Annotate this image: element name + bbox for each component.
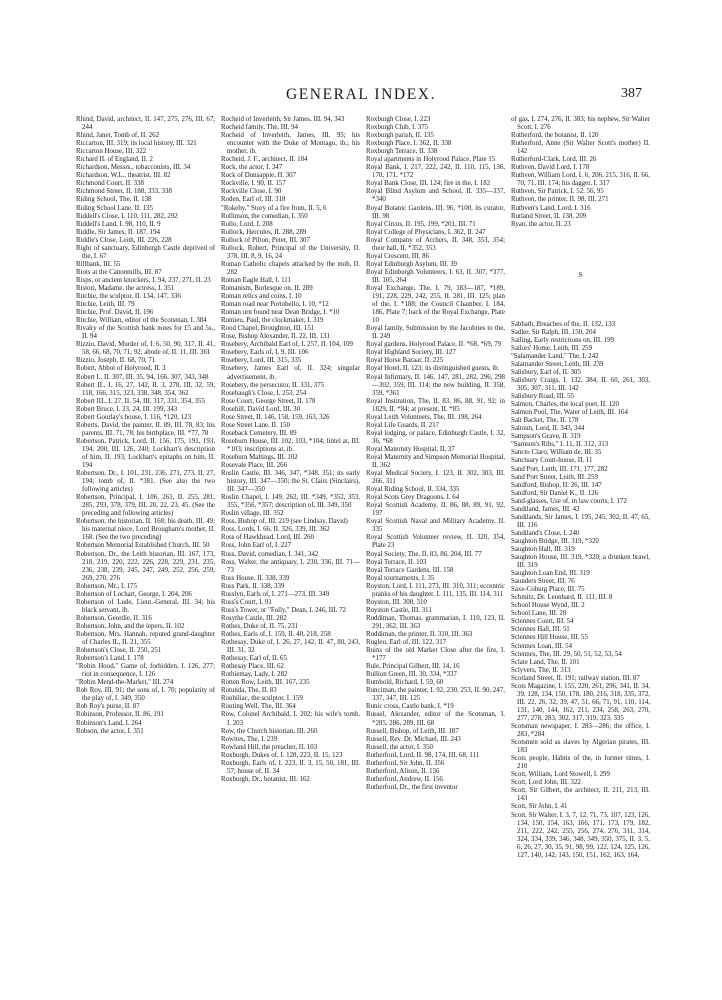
index-entry: Ryan, the actor, II. 23 [511,220,571,228]
index-entry: Rose Court, George Street, II. 178 [221,397,316,405]
index-entry: Rutherford, the botanist, II. 120 [511,132,599,140]
index-entry: Riding School Lane, II. 135 [76,204,153,212]
index-entry: Rocheid of Inverleith, James, III. 95; his encounter with the Duke of Montagu, ib.; his mother, ib. [221,132,360,156]
index-entry: Ross of Hawkhead, Lord, III. 260 [221,534,315,542]
index-entry: Ruins of the old Market Close after the fire, I. *177 [366,647,505,663]
index-column-2 [221,116,360,984]
index-entry: Ruthven, Sir Patrick, I. 52, 56, 95 [511,188,604,196]
index-entry: Ross, David, comedian, I. 341, 342 [221,550,319,558]
index-entry: Royal Blind Asylum and School, II. 335—337, *340 [366,188,505,204]
index-entry: Ritchie, Leith, III. 79 [76,301,135,309]
index-entry: Rothesay Place, III. 62 [221,663,284,671]
index-entry: Roxburgh Terrace, II. 338 [366,148,438,156]
index-entry: Ross, Lords, I. 66, II. 326, 339, III. 362 [221,526,330,534]
index-entry: Ross, Walter, the antiquary, I. 230, 336, III. 71—73 [221,558,360,574]
index-entry: Routing Well, The, III. 364 [221,703,296,711]
index-entry: Ross's Tower, or "Folly," Dean, I. 246, III. 72 [221,606,346,614]
index-entry: Rutherford, Lord, II. 98, 174, III. 68, 111 [366,751,480,759]
index-entry: Roman urn found near Dean Bridge, I. *10 [221,309,340,317]
index-entry: Rock, the actor, I. 347 [221,164,283,172]
index-columns [76,116,650,984]
index-entry: Royal Company of Archers, II. 348, 353, 354; their hall, II. *352, 353 [366,236,505,252]
index-entry: Robertson, Geordie, II. 316 [76,614,152,622]
section-letter: S [578,269,583,279]
index-entry: Riccarton, III. 319; its local history, III. 321 [76,140,197,148]
index-entry: Riding School, The, II. 138 [76,196,152,204]
index-entry: Roxburgh Place, I. 362, II. 338 [366,140,452,148]
index-entry: Scots people, Habits of the, in former times, I. 210 [511,755,650,771]
index-column-3 [366,116,505,984]
index-entry: Royal Exchange, The, I. 79, 183—187, *189, 191, 228, 229, 242, 255, II. 281, III. 125; plan of the, I. *188; the Council Chamber, I. 184, 186, Plate 7; back of the Royal Exchange, Plate 10 [366,284,505,325]
index-entry: Rock of Dunsappie, II. 307 [221,172,297,180]
index-entry: Rosebaugh's Close, I. 253, 254 [221,389,307,397]
index-entry: Robertson, John, and the lepers, II. 102 [76,622,185,630]
index-entry: Royal tournaments, I. 35 [366,574,435,582]
index-entry: Ritchie, Prof. David, II. 196 [76,309,154,317]
index-entry: Royal Highland Society, III. 127 [366,349,456,357]
index-entry: Scott, Lord John, III. 322 [511,779,581,787]
index-entry: Rizzio, David, Murder of, I. 6, 50, 90, 317, II. 41, 58, 66, 68, 70, 71, 92; abode of, II. 11, III. 361 [76,341,215,357]
index-entry: Russell, the actor, I. 350 [366,743,433,751]
index-entry: Rocheid of Inverleith, Sir James, III. 94, 343 [221,116,345,123]
index-entry: Royal Maternity Hospital, II. 37 [366,445,455,453]
index-entry: Saughton Bridge, III. 319, *320 [511,537,599,545]
index-entry: Roxburgh Close, I. 223 [366,116,431,123]
index-entry: School Lane, III. 28 [511,610,567,618]
index-entry: Royal Circus, II. 195, 199, *201, III. 71 [366,220,476,228]
index-entry: Roxburgh, Earls of, I. 223, II. 3, 15, 50, 181, III. 57; house of, II. 34 [221,759,360,775]
index-entry: Roxburgh parish, II. 135 [366,132,434,140]
index-entry: Salisbury Craigs, I. 132, 384, II. 60, 261, 303, 305, 307, 311, III. 142 [511,376,650,393]
index-entry: Ross Park, II. 338, 339 [221,582,285,590]
index-entry: Robson, the actor, I. 351 [76,727,144,735]
index-entry: Robinson's Land, I. 264 [76,719,142,727]
index-entry: Richard II. of England, II. 2 [76,156,153,164]
index-entry: Royal Bank, I. 217, 222, 242, II. 110, 115, 136, 170, 171, *172 [366,164,505,180]
index-entry: Robertson of Lochart, George, I. 204, 206 [76,590,192,598]
index-entry: Rutherford, Andrew, II. 156 [366,775,443,783]
index-entry: Right of sanctuary, Edinburgh Castle deprived of the, I. 67 [76,244,215,260]
index-entry: Roxburgh Club, I. 375 [366,124,429,132]
index-entry: Salt Backet, The, II. 178 [511,417,579,425]
index-entry: Riddell's Land, I. 98, 110, II. 9 [76,220,161,228]
index-entry: Royal Scottish Academy, II. 86, 88, 89, 91, 92, 197 [366,502,505,518]
index-entry: Rothiemay, Lady, I. 282 [221,671,288,679]
index-entry: Salmon, Charles, the local poet, II. 120 [511,401,619,409]
index-entry: Rocheid family, The, III. 94 [221,124,298,132]
index-entry: Rockville, I. 90, II. 157 [221,180,286,188]
index-entry: Royal gardens, Holyrood Palace, II. *68, *69, 79 [366,341,502,349]
index-entry: Riddell's Close, I. 110, 111, 282, 292 [76,212,178,220]
page-number: 387 [621,86,642,101]
index-entry: Rosythe Castle, III. 282 [221,614,287,622]
index-entry: Sand Port, Leith, III. 171, 177, 282 [511,465,608,473]
spacer [511,297,650,305]
index-entry: Ruthven, the printer, II. 98, III. 271 [511,196,609,204]
index-entry: Rumbold, Richard, I. 59, 60 [366,679,444,687]
index-entry: Salisbury, Earl of, II. 305 [511,368,581,376]
index-entry: Roslin Castle, III. 346, 347, *348, 351; its early history, III. 347—350; the St. Clairs (Sinclairs), III. 347—350 [221,470,360,494]
index-entry: Roman road near Portobello, I. 10, *12 [221,301,329,309]
index-entry: Roxburgh, Dukes of, I. 128, 223, II. 15, 123 [221,751,343,759]
index-entry: Royal College of Physicians, I. 362, II. 247 [366,228,486,236]
index-entry: Ruthven's Land, Lord, I. 316 [511,204,591,212]
index-entry: Richardson, Messrs., tobacconists, III. 34 [76,164,191,172]
index-entry: Roubiliac, the sculptor, I. 159 [221,695,303,703]
index-entry: Riddle's Close, Leith, III. 226, 228 [76,236,172,244]
index-entry: Robertson Memorial Established Church, III. 50 [76,542,210,550]
index-entry: Rollo, Lord, I. 208 [221,220,273,228]
index-entry: Rutland Street, II. 138, 209 [511,212,587,220]
page-title: GENERAL INDEX. [285,86,437,103]
index-entry: Saughton Hall, III. 319 [511,545,575,553]
index-entry: Robert Gourlay's house, I. 116, *120, 123 [76,413,192,421]
index-entry: Salisbury Road, III. 55 [511,393,574,401]
index-entry: Rutherford, Alison, II. 156 [366,767,440,775]
index-entry: Sabbath, Breaches of the, II. 132, 133 [511,320,616,328]
index-entry: Royal Hotel, II. 123; its distinguished guests, ib. [366,365,500,373]
index-entry: School House Wynd, III. 2 [511,602,585,610]
index-entry: Sand Port Street, Leith, III. 259 [511,473,598,481]
spacer [511,245,650,253]
index-entry: Royal Edinburgh Asylum, III. 39 [366,260,457,268]
index-entry: Scotland Street, II. 191; railway station, III. 87 [511,674,640,682]
index-entry: Royal Crescent, III. 86 [366,252,429,260]
index-entry: Robertson's Close, II. 250, 251 [76,647,162,655]
index-column-4 [511,116,650,984]
index-entry: Robertson, Dr., I. 101, 231, 236, 271, 273, II. 27, 194; tomb of, II. *381. (See also the two following articles) [76,470,215,494]
index-entry: Saltoun, Lord, II. 343, 344 [511,425,585,433]
index-entry: Russell, Rev. Dr. Michael, III. 243 [366,735,461,743]
index-entry: Rosebery, Archibald Earl of, I. 257, II. 104, 109 [221,341,353,349]
index-entry: Robertson of Lude, Lieut.-General, III. 34; his black servant, ib. [76,598,215,614]
index-entry: Risps, or ancient knockers, I. 94, 237, 271, II. 23 [76,276,211,284]
index-entry: Riccarton House, III. 322 [76,148,147,156]
index-entry: Royal Society, The, II. 83, 86, 204, III. 77 [366,550,482,558]
index-entry: Rule, Principal Gilbert, III. 14, 16 [366,663,460,671]
index-entry: Ritchie, William, editor of the Scotsman, I. 384 [76,317,207,325]
index-entry: Robertson, Mr., I. 175 [76,582,138,590]
index-entry: Scott, Sir Gilbert, the architect, II. 211, 213, III. 143 [511,787,650,803]
page-header [0,86,722,108]
index-entry: Saughton House, III. 319, *320; a drunken brawl, III. 319 [511,554,650,570]
index-entry: Royal Riding School, II. 334, 335 [366,486,460,494]
index-entry: Russell, Bishop, of Leith, III. 187 [366,727,459,735]
index-entry: Row, Colonel Archibald, I. 202; his wife's tomb, I. 203 [221,711,360,727]
index-entry: Ross's Court, I. 91 [221,598,272,606]
index-entry: Rivalry of the Scottish bank notes for £5 and 5s., II. 94 [76,325,215,341]
index-entry: Saunders Street, III. 76 [511,578,575,586]
index-entry: Ristori, Madame, the actress, I. 351 [76,284,175,292]
index-entry: Robert III., I. 27, II. 54, III. 317, 331, 354, 355 [76,397,205,405]
index-entry: Row, the Church historian, III. 260 [221,727,318,735]
index-entry: "Robin Mend-the-Market," III. 274 [76,679,174,687]
index-entry: Saxe-Coburg Place, III. 75 [511,586,585,594]
index-entry: Rollinson, the comedian, I. 350 [221,212,308,220]
index-entry: Robertson, Mrs. Hannah, reputed grand-daughter of Charles II., II. 21, 355 [76,631,215,647]
index-entry: Royal family, Submission by the Jacobites to the, II. 249 [366,325,505,341]
index-entry: Richmond Street, II. 188, 333, 338 [76,188,172,196]
index-entry: Sadler, Sir Ralph, III. 150, 204 [511,328,596,336]
index-entry: Rutherfurd-Clark, Lord, III. 26 [511,156,597,164]
index-entry: Roslin Chapel, I. 149, 262, III. *349, *352, 353, 355, *356, *357; description of, III. 349, 350 [221,494,360,510]
index-entry: Sandiland, James, III. 42 [511,505,580,513]
index-entry: Ruthven, William Lord, I. 6, 206, 215, 316, II. 66, 70, 71, III. 174; his dagger, I. 317 [511,172,650,188]
index-entry: Roman Catholic chapels attacked by the mob, II. 282 [221,260,360,276]
index-entry: Sandiland's Close, I. 240 [511,529,580,537]
index-entry: Robert II., I. 16, 27, 142, II. 3, 278, III. 32, 59, 118, 166, 315, 323, 338, 348, 354, 362 [76,381,215,397]
index-entry: Ruddiman, the printer, II. 310, III. 363 [366,631,473,638]
index-entry: Sanctuary Court-house, II. 11 [511,457,593,465]
index-entry: Scotsmen sold as slaves by Algerian pirates, III. 183 [511,739,650,755]
index-entry: Roxburgh, Dr., botanist, III. 162 [221,775,310,783]
index-entry: Sand-glasses, Use of, in law courts, I. 172 [511,497,627,505]
index-entry: Riddle, Sir James, II. 187, 194 [76,228,161,236]
index-entry: Royston Castle, III. 311 [366,606,432,614]
index-entry: Richardson, W.L., theatrist, III. 82 [76,172,171,180]
index-entry: Royal Infirmary, II. 146, 147, 281, 282, 296, 298—302, 359, III. 114; the new building, II. 358, 359, *361 [366,373,505,397]
index-entry: Sciennes Court, III. 54 [511,618,574,626]
index-entry: Riots at the Canonmills, III. 87 [76,268,162,276]
index-entry: Ross, Bishop of, III. 219 (see Lindsay, David) [221,518,348,526]
index-column-1 [76,116,215,984]
index-entry: Rillbank, III. 55 [76,260,121,268]
index-entry: Ritchie, the sculptor, II. 134, 147, 336 [76,293,181,301]
index-entry: Salmon Pool, The, Water of Leith, III. 164 [511,409,628,417]
index-entry: Sciennes Hall, III. 51 [511,626,570,634]
index-entry: Sclate Land, The, II. 101 [511,658,580,666]
index-entry: Rowland Hill, the preacher, II. 103 [221,743,318,751]
index-entry: Sciennes Hill House, III. 55 [511,634,588,642]
index-entry: Saughton Loan End, III. 319 [511,570,590,578]
index-entry: Rose Street, II. 146, 158, 159, 163, 326 [221,413,330,421]
index-entry: Royal lodging, or palace, Edinburgh Castle, I. 32, 36, *68 [366,429,505,445]
index-entry: Robertson, the historian, II. 168; his death, III. 49; his maternal niece, Lord Brougham's mother, II. 168. (See the two preceding) [76,518,215,542]
index-entry: Sandford, Bishop, II. 26, III. 147 [511,481,602,489]
index-entry: "Robin Hood," Game of, forbidden, I. 126, 277; riot in consequence, I. 126 [76,663,215,679]
index-entry: Rollock, Robert, Principal of the University, II. 378, III. 8, 9, 16, 24 [221,244,360,260]
index-entry: Sciennes Loan, III. 54 [511,642,573,650]
index-entry: Rhind, David, architect, II. 147, 275, 276, III. 67, 244 [76,116,215,132]
index-entry: Rizzio, Joseph, II. 68, 70, 71 [76,357,156,365]
index-entry: Royal Scots Grey Dragoons, I. 64 [366,494,460,502]
index-entry: Royal Maternity and Simpson Memorial Hospital, II. 362 [366,453,505,470]
index-entry: "Salamander Land," The, I. 242 [511,352,599,360]
index-entry: Sclyvers, The, II. 313 [511,666,571,674]
index-entry: Scott, Sir John, I. 41 [511,803,568,811]
index-entry: Robertson, Patrick, Lord, II. 156, 175, 191, 193, 194, 200, III. 126, 240; Lockhart's description of him, II. 193; Lockhart's epitaphs on him, II. 194 [76,437,215,470]
index-entry: Robinson, Professor, II. 86, 191 [76,711,164,719]
index-entry: Runic cross, Castle bank, I. *19 [366,703,454,711]
index-entry: Roslin village, III. 352 [221,510,284,518]
index-entry: Romanism, Burlesque on, II. 289 [221,284,313,292]
index-entry: of gas, I. 274, 276, II. 383; his nephew, Sir Walter Scott, I. 276 [511,116,650,132]
index-entry: Roberts, David, the painter, II. 89, III. 78, 83; his parents, III. 71, 78; his birthplace, III. *77, 78 [76,421,215,437]
index-entry: Rockville Close, I. 90 [221,188,282,196]
index-entry: Rosebery, James Earl of, II. 324; singular advertisement, ib. [221,365,360,381]
index-entry: Royal Terrace, II. 103 [366,558,427,566]
index-entry: Scots Magazine, I. 155, 220, 261, 296, 341, II. 34, 39, 128, 134, 150, 178, 180, 216, 318, 335, 372, III. 22, 26, 32, 39, 47, 51, 66, 71, 91, 110, 114, 131, 140, 144, 162, 211, 234, 258, 263, 270, 277, 278, 283, 302, 317, 319, 323, 335 [511,682,650,722]
index-entry: Scott, Sir Walter, I. 3, 7, 12, 71, 73, 107, 123, 126, 134, 150, 154, 163, 166, 171, 173, 179, 182, 211, 222, 242, 255, 256, 274, 276, 311, 314, 324, 334, 339, 346, 348, 349, 350, 375, II. 3, 5, 6, 26, 27, 30, 35, 91, 98, 99, 122, 124, 125, 126, 127, 140, 142, 143, 150, 151, 162, 163, 164, [511,811,650,859]
index-entry: Rood Chapel, Broughton, III. 151 [221,325,315,333]
index-entry: Royal Botanic Gardens, III. 96, *100, its curator, III. 98 [366,204,505,220]
index-entry: Runciman, the painter, I. 92, 230, 253, II. 90, 247, 337, 347, III. 125 [366,687,505,703]
index-entry: Robert, Abbot of Holyrood, II. 3 [76,365,166,373]
index-entry: Salamander Street, Leith, III. 239 [511,360,604,368]
index-entry: Scott, William, Lord Stowell, I. 299 [511,771,610,779]
index-entry: Rowites, The, I. 239 [221,735,278,743]
index-entry: Roseback Cemetery, III. 89 [221,429,297,437]
index-entry: Sandilands, Sir James, I. 195, 245, 302, II. 47, 65, III. 116 [511,513,650,529]
index-entry: Sailors' Home, Leith, III. 259 [511,344,593,352]
index-entry: Rosslyn, Earls of, I. 271—273, III. 349 [221,590,330,598]
index-entry: Robert I., II. 307, III. 35, 94, 166, 307, 343, 348 [76,373,209,381]
index-entry: Royal Life Guards, II. 217 [366,421,440,429]
index-entry: Rosevale Place, III. 266 [221,462,288,470]
index-entry: Rotten Row, Leith, III. 167, 235 [221,679,310,687]
index-entry: Rollock of Pilton, Peter, III. 307 [221,236,310,244]
index-entry: Rollock, Hercules, II. 288, 289 [221,228,307,236]
index-entry: Roseburn House, III. 102, 103, *104; lintel at, III. *103; inscriptions at, ib. [221,437,360,453]
index-entry: Royal Scottish Volunteer review, II. 320, 354, Plate 23 [366,534,505,550]
index-entry: Royal Leith Volunteers, The, III. 198, 264 [366,413,482,421]
index-entry: Rosebery, Earls of, I. 9, III. 106 [221,349,309,357]
index-entry: Royal Scottish Naval and Military Academy, II. 335 [366,518,505,534]
index-entry: Ruthven, David Lord, I. 178 [511,164,590,172]
index-entry: Roman relics and coins, I. 10 [221,293,302,301]
index-entry: Rose Street Lane, II. 150 [221,421,290,429]
index-entry: Royal Institution, The, II. 83, 86, 88, 91, 92; in 1829, II. *84; at present, II. *85 [366,397,505,413]
index-entry: Rhind, Janet, Tomb of, II. 262 [76,132,160,140]
index-entry: Rotunda, The, II. 83 [221,687,277,695]
index-entry: Schmitz, Dr. Leonhard, II. 111, III. 8 [511,594,613,602]
index-entry: Roden, Earl of, III. 318 [221,196,286,204]
index-entry: Rutherford, Anne (Sir Walter Scott's mother) II. 142 [511,140,650,156]
index-entry: Rose, Bishop Alexander, II. 22, III. 131 [221,333,330,341]
index-entry: "Samson's Ribs," I. 11, II. 312, 313 [511,441,609,449]
index-entry: Roman Eagle Hall, I. 111 [221,276,291,284]
index-entry: Royston, Lord, I. 111, 273, III. 310, 311; eccentric pranks of his daughter, I. 111, 135, III. 114, 311 [366,582,505,598]
index-entry: Roseburn Maltings, III. 102 [221,453,298,461]
index-entry: "Rokeby," Story of a fire from, II. 5, 6 [221,204,327,212]
index-entry: Romieu, Paul, the clockmaker, I. 319 [221,317,324,325]
index-entry: Rothesay, Earl of, II. 65 [221,655,287,663]
index-entry: Rosehill, David Lord, III. 30 [221,405,301,413]
index-entry: Robertson, Principal, I. 106, 261, II. 255, 281, 285, 293, 378, 379, III. 20, 22, 23, 45. (See the preceding and following articles) [76,494,215,518]
index-entry: Royal Horse Bazaar, II. 225 [366,357,444,365]
index-entry: Rugleu, Earl of, III. 122, 317 [366,639,447,647]
index-entry: Sandford, Sir Daniel K., II. 126 [511,489,599,497]
index-entry: Robertson, Dr., the Leith historian, III. 167, 173, 218, 219, 220, 222, 226, 228, 229, 231, 235, 236, 238, 239, 245, 247, 249, 252, 256, 259, 269, 270, 276 [76,550,215,582]
index-entry: Rullion Green, III. 30, 334, *337 [366,671,457,679]
index-entry: Ross, John Earl of, I. 227 [221,542,292,550]
index-entry: Sailing, Early restrictions on, III. 199 [511,336,614,344]
index-entry: Rob Roy's purse, II. 87 [76,703,140,711]
index-entry: Robertson's Land, I. 178 [76,655,144,663]
index-entry: Sancto Claro, William de, III. 35 [511,449,602,457]
index-entry: Robert Bruce, I. 23, 24, III. 199, 343 [76,405,178,413]
index-entry: Rocheid, J. F., architect, II. 184 [221,156,308,164]
index-entry: Royal apartments in Holyrood Palace, Plate 15 [366,156,496,164]
index-entry: Rutherford, Dr., the first inventor [366,783,458,791]
index-entry: Sampson's Grave, II. 319 [511,433,581,441]
index-entry: Rothesay, Duke of, I. 26, 27, 142, II. 47, 80, 243, III. 31, 32 [221,639,360,655]
index-entry: Ross House, II. 338, 339 [221,574,290,582]
index-entry: Royal Bank Close, III. 124; fire in the, I. 182 [366,180,491,188]
index-entry: Russel, Alexander, editor of the Scotsman, I. *285, 286, 289, III. 68 [366,711,505,727]
index-entry: Rob Roy, III. 91; the sons of, I. 70; popularity of the play of, I. 349, 350 [76,687,215,703]
index-entry: Royal Edinburgh Volunteers, I. 63, II. 307, *377, III. 105, 264 [366,268,505,284]
index-entry: Royston, III. 308, 310 [366,598,427,606]
index-entry: Sciennes, The, III. 29, 50, 51, 52, 53, 54 [511,650,622,658]
index-entry: Scotsman newspaper, I. 283—286; the office, I. 283, *284 [511,723,650,739]
index-entry: Rothes, Earls of, I. 159, II. 40, 218, 258 [221,631,331,638]
index-entry: Rosebery, the persecutor, II. 331, 375 [221,381,325,389]
index-entry: Rosebery, Lord, III. 315, 335 [221,357,302,365]
index-entry: Rothes, Duke of, II. 75, 231 [221,622,299,630]
index-entry: Rutherford, Sir John, II. 356 [366,759,445,767]
index-entry: Royal Terrace Gardens, III. 158 [366,566,454,574]
index-entry: Royal Medical Society, I. 123, II. 302, 303, III. 266, 311 [366,470,505,486]
index-entry: Richmond Court, II. 338 [76,180,144,188]
index-entry: Ruddiman, Thomas, grammarian, I. 110, 123, II. 291, 362, III. 363 [366,614,505,630]
